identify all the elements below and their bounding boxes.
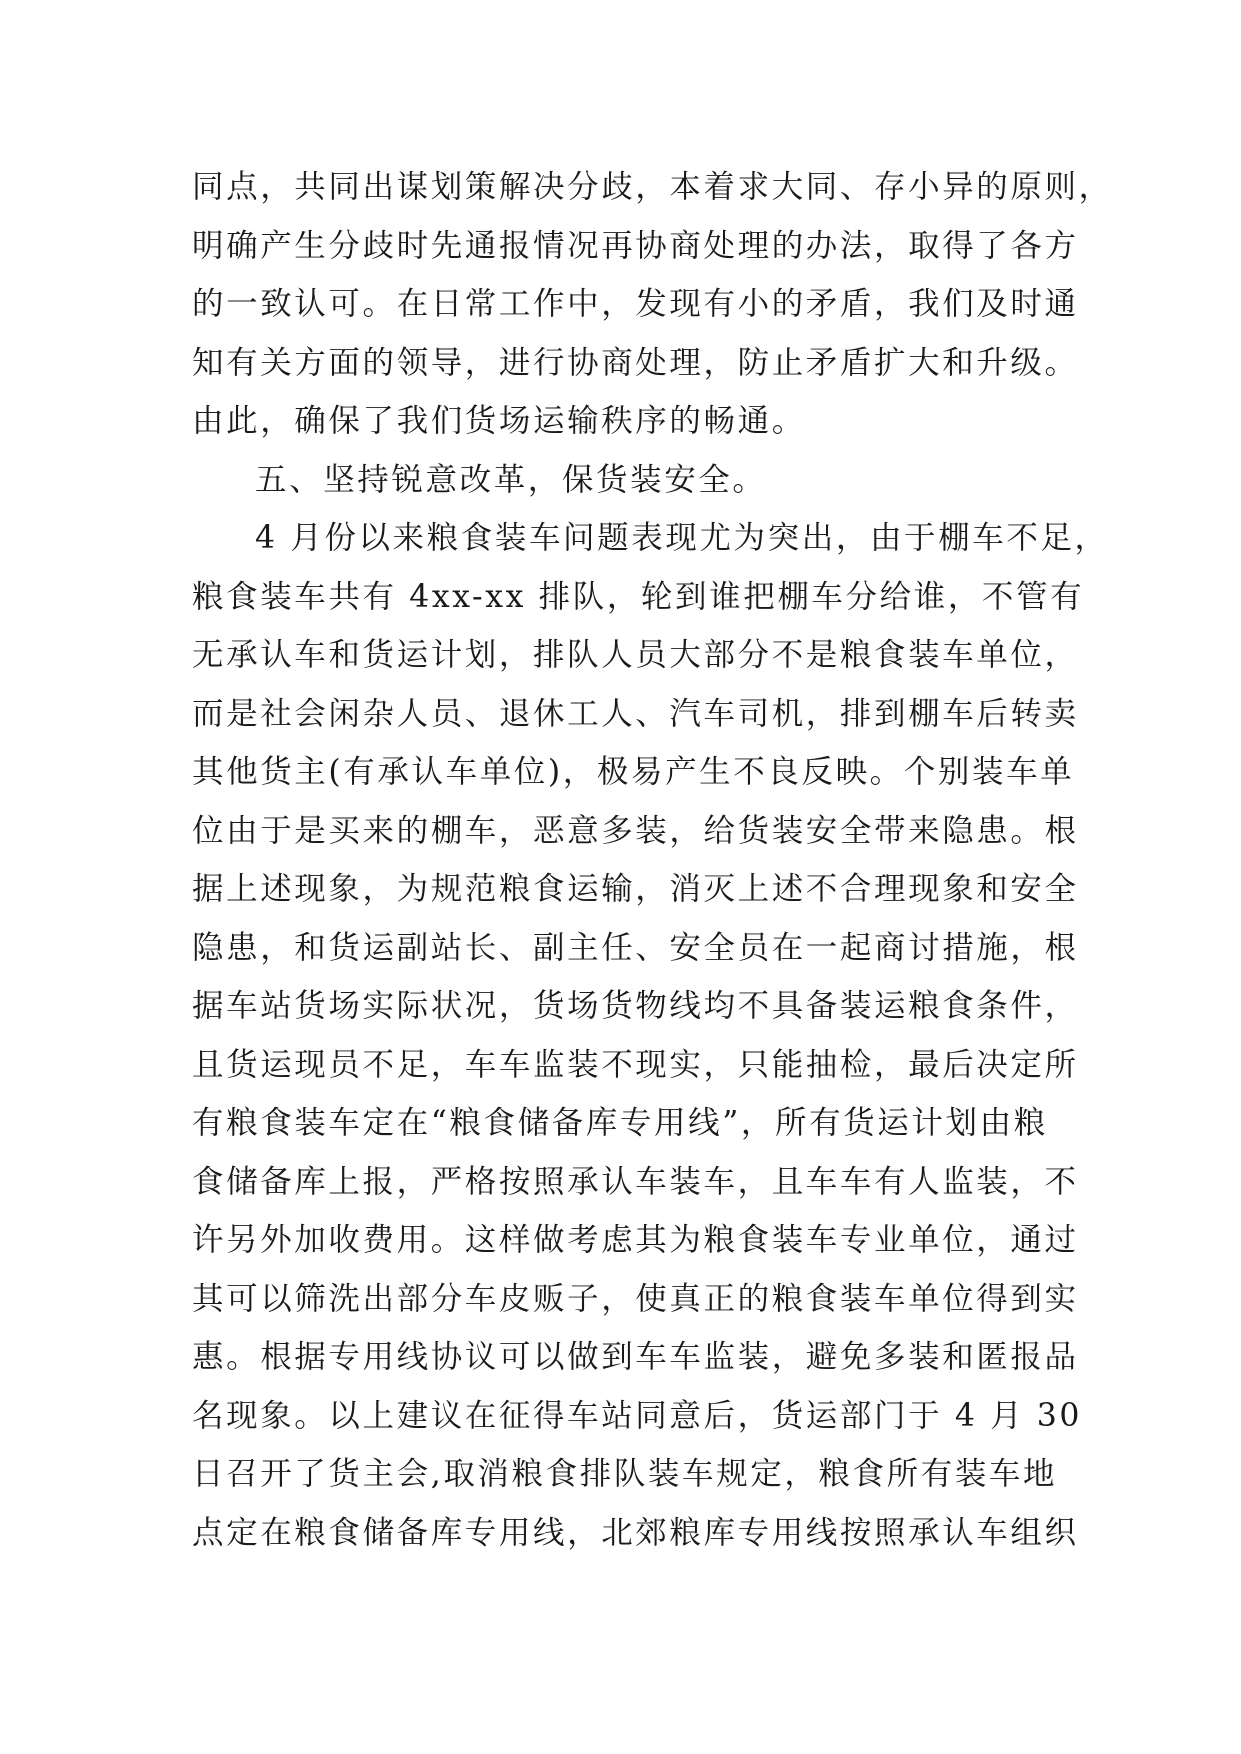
section-heading: 五、坚持锐意改革，保货装安全。	[255, 461, 767, 498]
text-line: 明确产生分歧时先通报情况再协商处理的办法，取得了各方	[192, 227, 1079, 264]
text-line: 无承认车和货运计划，排队人员大部分不是粮食装车单位，	[192, 637, 1079, 673]
text-line: 由此，确保了我们货场运输秩序的畅通。	[192, 403, 806, 439]
text-line: 名现象。以上建议在征得车站同意后，货运部门于 4 月 30	[192, 1397, 1083, 1434]
text-line: 点定在粮食储备库专用线，北郊粮库专用线按照承认车组织	[192, 1514, 1079, 1551]
text-line: 其可以筛洗出部分车皮贩子，使真正的粮食装车单位得到实	[192, 1280, 1079, 1317]
text-line: 食储备库上报，严格按照承认车装车，且车车有人监装，不	[192, 1163, 1079, 1200]
text-line: 隐患，和货运副站长、副主任、安全员在一起商讨措施，根	[192, 929, 1079, 966]
text-line: 粮食装车共有 4xx-xx 排队，轮到谁把棚车分给谁，不管有	[192, 578, 1085, 615]
text-line: 据上述现象，为规范粮食运输，消灭上述不合理现象和安全	[192, 871, 1079, 907]
text-line: 有粮食装车定在“粮食储备库专用线”，所有货运计划由粮	[192, 1105, 1048, 1141]
text-line: 据车站货场实际状况，货场货物线均不具备装运粮食条件，	[192, 988, 1079, 1024]
text-line: 知有关方面的领导，进行协商处理，防止矛盾扩大和升级。	[192, 344, 1079, 381]
text-line: 且货运现员不足，车车监装不现实，只能抽检，最后决定所	[192, 1046, 1079, 1083]
text-line: 位由于是买来的棚车，恶意多装，给货装安全带来隐患。根	[192, 812, 1079, 849]
text-line: 惠。根据专用线协议可以做到车车监装，避免多装和匿报品	[192, 1339, 1079, 1375]
text-line: 日召开了货主会,取消粮食排队装车规定，粮食所有装车地	[192, 1456, 1058, 1492]
text-line: 许另外加收费用。这样做考虑其为粮食装车专业单位，通过	[192, 1222, 1079, 1258]
text-line: 的一致认可。在日常工作中，发现有小的矛盾，我们及时通	[192, 286, 1079, 322]
text-line: 而是社会闲杂人员、退休工人、汽车司机，排到棚车后转卖	[192, 695, 1079, 732]
body-text	[192, 158, 1113, 1562]
text-line: 其他货主(有承认车单位)，极易产生不良反映。个别装车单	[192, 754, 1075, 790]
text-line: 4 月份以来粮食装车问题表现尤为突出，由于棚车不足，	[255, 520, 1109, 556]
text-line: 同点，共同出谋划策解决分歧，本着求大同、存小异的原则，	[192, 169, 1113, 205]
